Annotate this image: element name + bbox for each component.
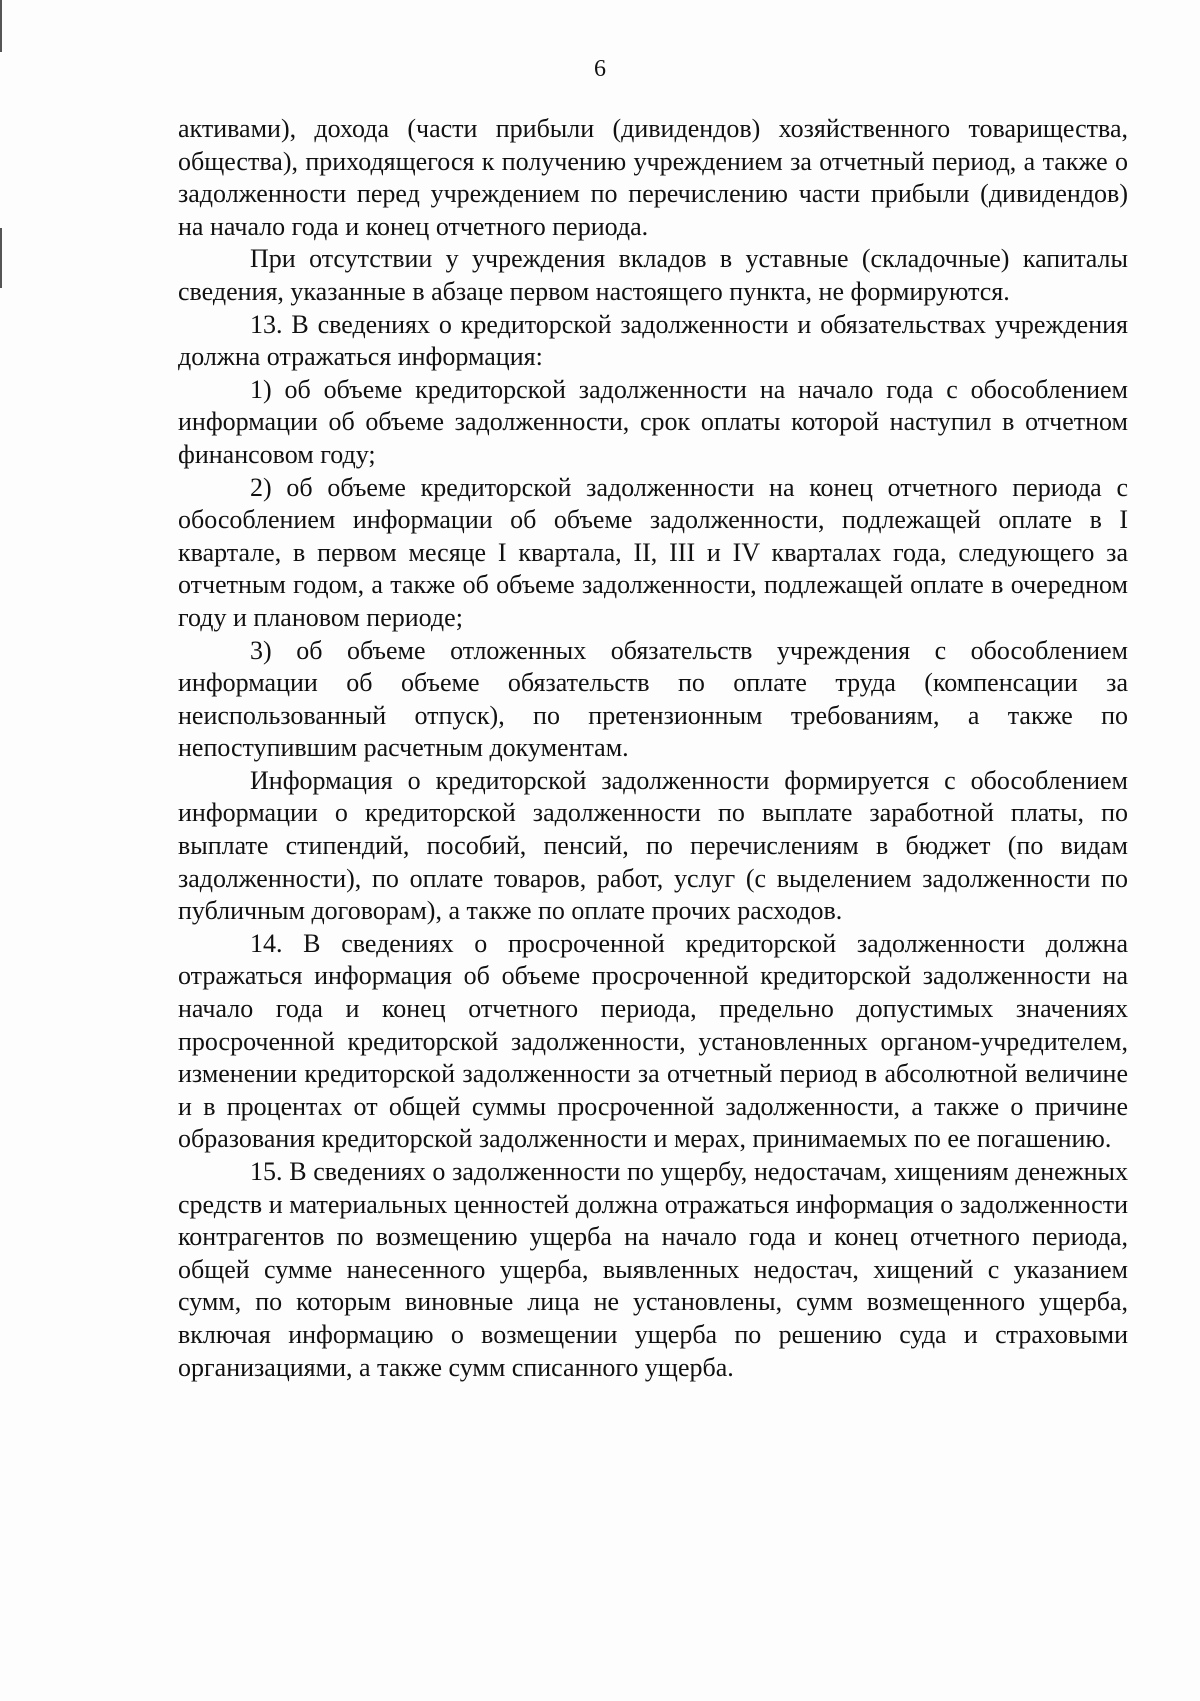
paragraph-14-overdue-payables: 14. В сведениях о просроченной кредиторской задолженности должна отражаться информация об объеме просроченной кредиторской задолженности на начало года и конец отчетного периода, предельно допустимых значениях просроченной кредиторской задолженности, установленных органом-учредителем, изменении кредиторской задолженности за отчетный период в абсолютной величине и в процентах от общей суммы просроченной задолженности, а также о причине образования кредиторской задолженности и мерах, принимаемых по ее погашению. — [178, 928, 1128, 1154]
list-item-2: 2) об объеме кредиторской задолженности на конец отчетного периода с обособлением информации об объеме задолженности, подлежащей оплате в I квартале, в первом месяце I квартала, II, III и IV кварталах года, следующего за отчетным годом, а также об объеме задолженности, подлежащей оплате в очередном году и плановом периоде; — [178, 472, 1128, 632]
document-body — [178, 113, 1128, 1384]
list-item-3: 3) об объеме отложенных обязательств учреждения с обособлением информации об объеме обязательств по оплате труда (компенсации за неиспользованный отпуск), по претензионным требованиям, а также по непоступившим расчетным документам. — [178, 635, 1128, 763]
paragraph-payables-breakdown: Информация о кредиторской задолженности формируется с обособлением информации о кредиторской задолженности по выплате заработной платы, по выплате стипендий, пособий, пенсий, по перечислениям в бюджет (по видам задолженности), по оплате товаров, работ, услуг (с выделением задолженности по публичным договорам), а также по оплате прочих расходов. — [178, 765, 1128, 926]
scan-edge-mark-middle — [0, 228, 2, 288]
paragraph-13-payables-info: 13. В сведениях о кредиторской задолженности и обязательствах учреждения должна отражаться информация: — [178, 309, 1128, 372]
list-item-1: 1) об объеме кредиторской задолженности на начало года с обособлением информации об объеме задолженности, срок оплаты которой наступил в отчетном финансовом году; — [178, 374, 1128, 469]
paragraph-assets-continuation: активами), дохода (части прибыли (дивидендов) хозяйственного товарищества, общества), приходящегося к получению учреждением за отчетный период, а также о задолженности перед учреждением по перечислению части прибыли (дивидендов) на начало года и конец отчетного периода. — [178, 114, 1128, 241]
paragraph-no-capital-contributions: При отсутствии у учреждения вкладов в уставные (складочные) капиталы сведения, указанные в абзаце первом настоящего пункта, не формируются. — [178, 244, 1128, 306]
page-number: 6 — [594, 56, 606, 82]
paragraph-15-damage-debt: 15. В сведениях о задолженности по ущербу, недостачам, хищениям денежных средств и материальных ценностей должна отражаться информация о задолженности контрагентов по возмещению ущерба на начало года и конец отчетного периода, общей сумме нанесенного ущерба, выявленных недостач, хищений с указанием сумм, по которым виновные лица не установлены, сумм возмещенного ущерба, включая информацию о возмещении ущерба по решению суда и страховыми организациями, а также сумм списанного ущерба. — [178, 1157, 1128, 1382]
scan-edge-mark-top — [0, 0, 2, 52]
